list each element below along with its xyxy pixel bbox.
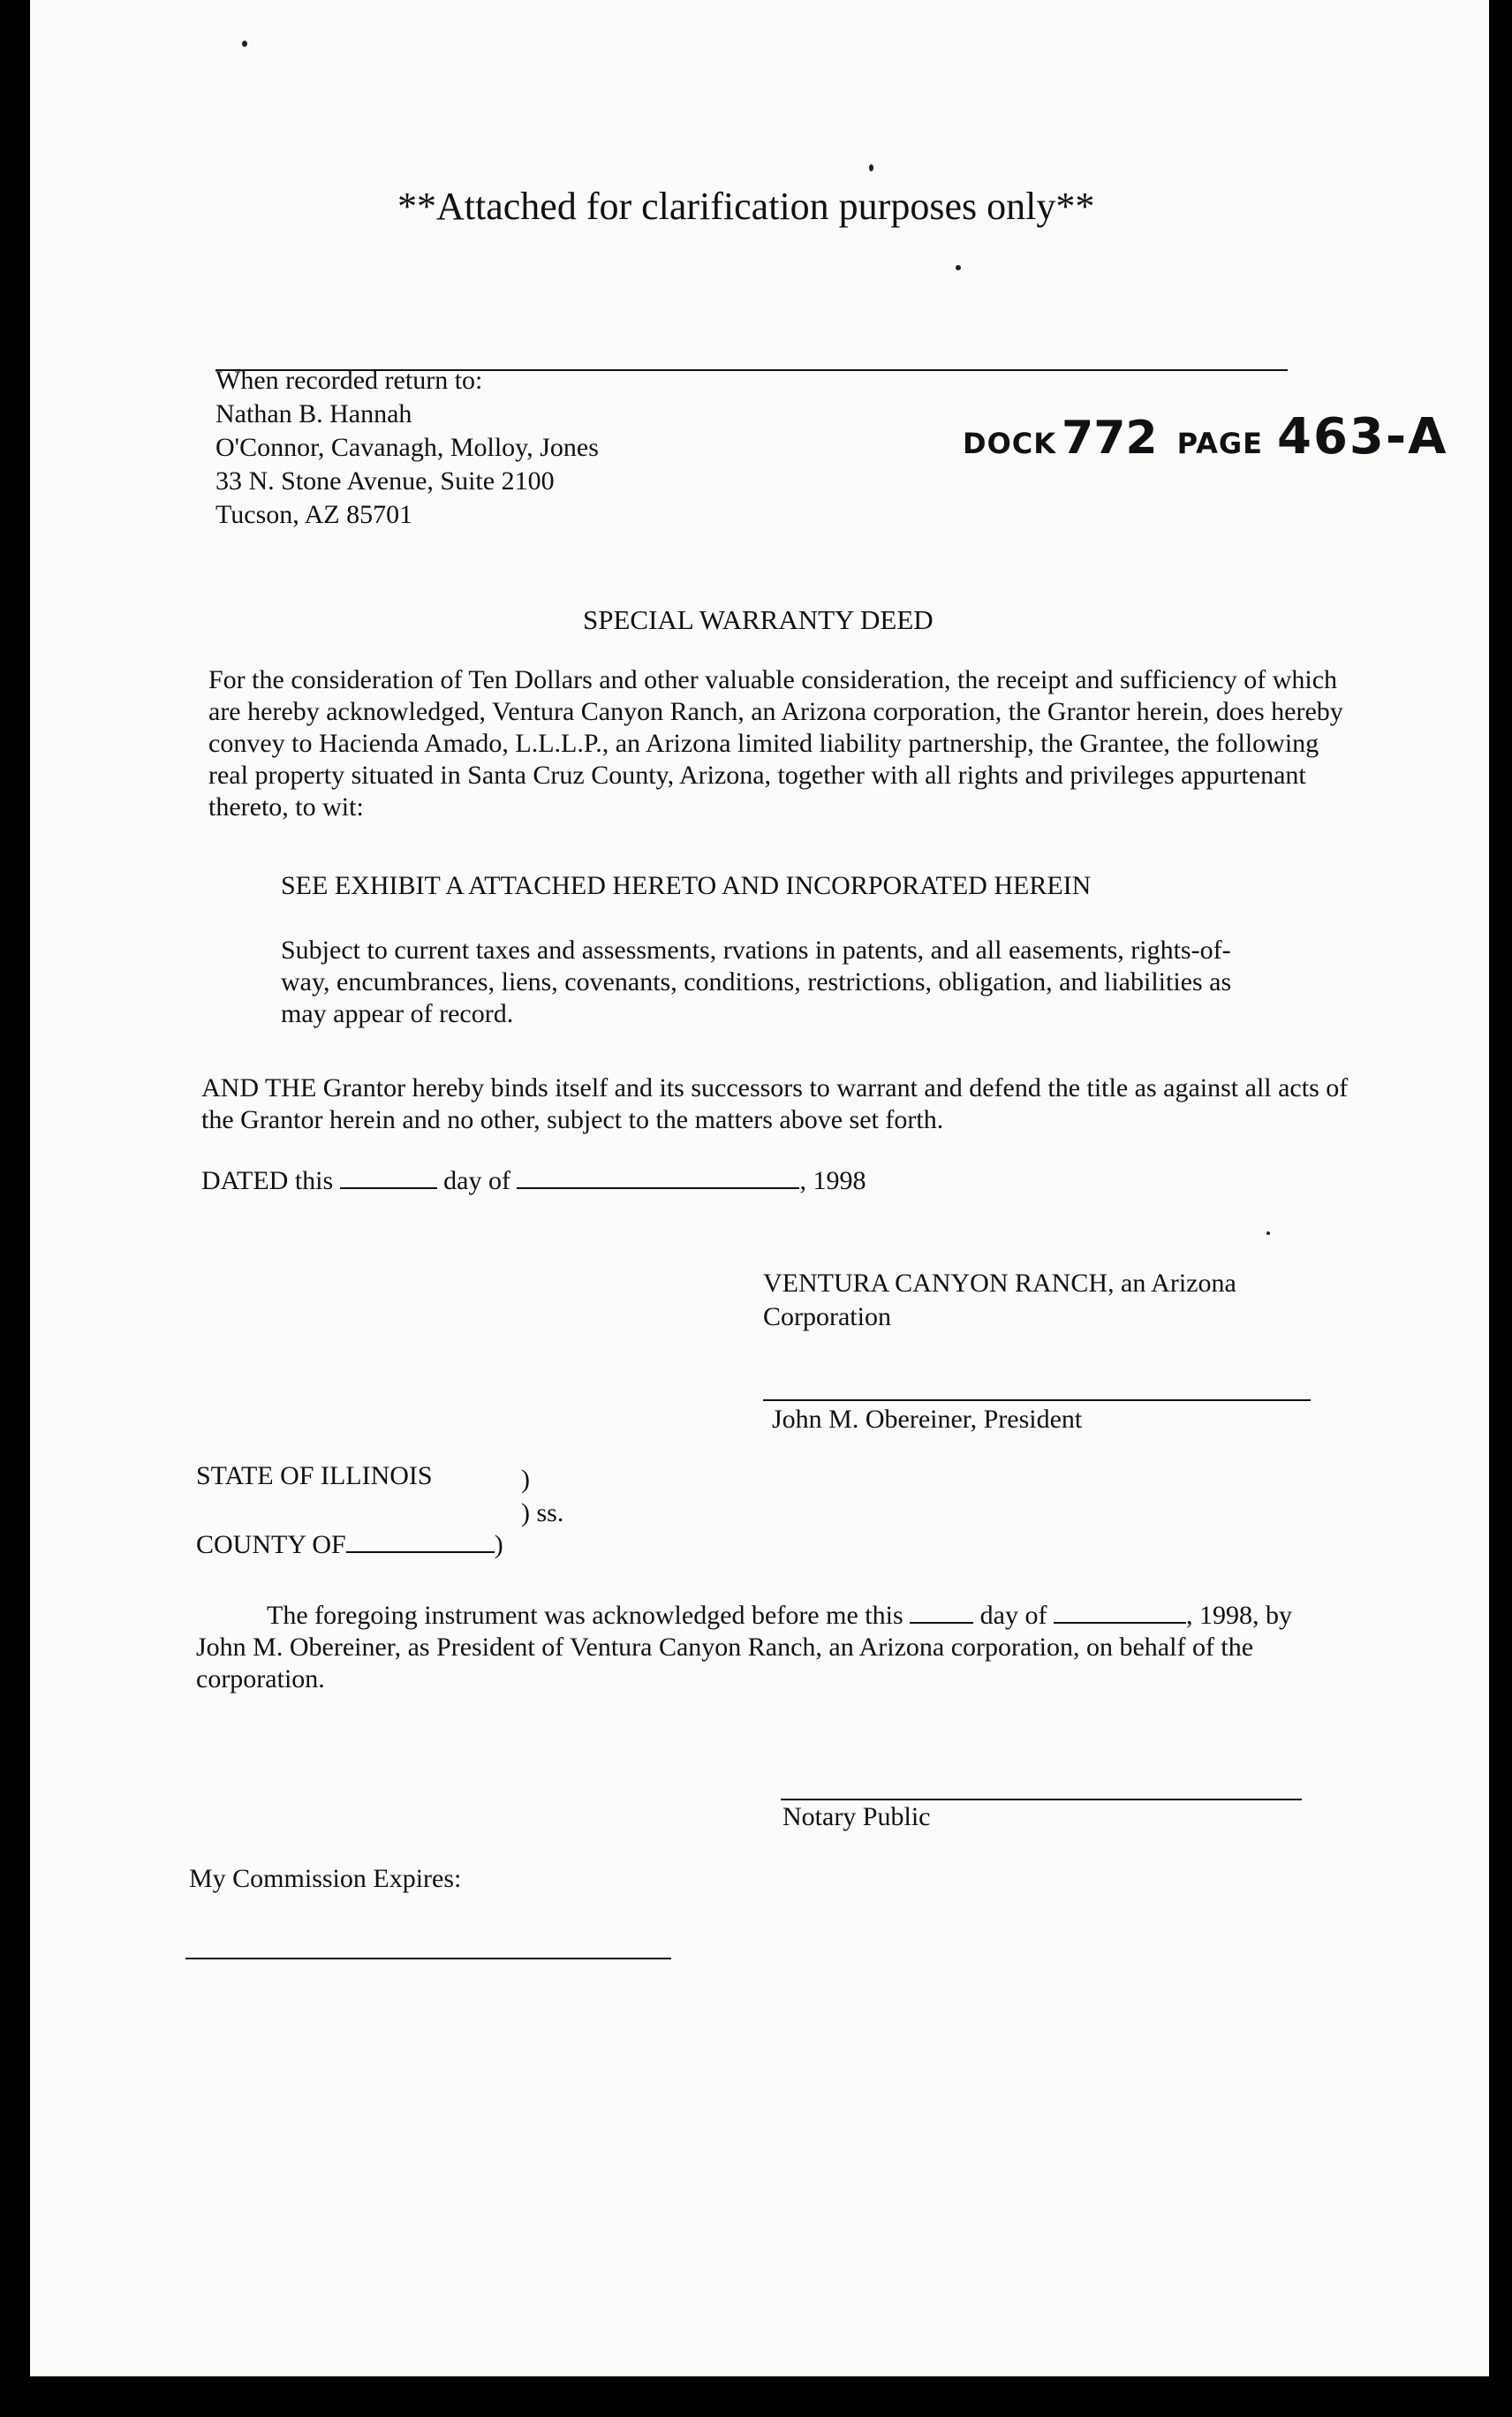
ack-day-blank [910, 1599, 973, 1624]
dock-number: 772 [1062, 412, 1158, 465]
consideration-paragraph: For the consideration of Ten Dollars and other valuable consideration, the receipt and sufficiency of which are hereby acknowledged, Ventura Canyon Ranch, an Arizona corporation, the Grantor herein, does hereby convey to Hacienda Amado, L.L.L.P., an Arizona limited liability partnership, the Grantee, the following real property situated in Santa Cruz County, Arizona, together with all rights and privileges appurtenant thereto, to wit: [208, 665, 1343, 822]
subject-paragraph: Subject to current taxes and assessments, rvations in patents, and all easements, rights-of-way, encumbrances, liens, covenants, conditions, restrictions, obligation, and liabilities as may appear of record. [281, 936, 1232, 1028]
page-label: PAGE [1176, 427, 1263, 460]
page-number: 463-A [1277, 408, 1448, 466]
scan-speck [1266, 1231, 1270, 1235]
grantor-entity [763, 1267, 1236, 1334]
acknowledgment-paragraph [196, 1599, 1344, 1695]
scan-edge-left [0, 0, 30, 2417]
return-to-label: When recorded return to: [215, 366, 483, 395]
venue-paren: ) [521, 1465, 530, 1494]
scan-speck [242, 41, 247, 47]
month-blank [517, 1164, 799, 1189]
dated-suffix: , 1998 [799, 1166, 866, 1195]
grantor-entity-line: VENTURA CANYON RANCH, an Arizona [763, 1269, 1236, 1298]
venue-ss: ) ss. [521, 1498, 564, 1527]
day-blank [340, 1164, 437, 1189]
deed-title: SPECIAL WARRANTY DEED [583, 604, 934, 635]
county-blank [346, 1528, 495, 1553]
ack-month-blank [1054, 1599, 1186, 1624]
acknowledgment-part3: , 1998, by John M. Obereiner, as President of Ventura Canyon Ranch, an Arizona corporation, on behalf of the corporation. [196, 1601, 1292, 1693]
return-to-block [215, 364, 599, 532]
return-to-line: Nathan B. Hannah [215, 399, 412, 428]
acknowledgment-part1: The foregoing instrument was acknowledged before me this [267, 1601, 903, 1630]
dock-label: DOCK [963, 427, 1057, 460]
notary-signature-line [781, 1799, 1302, 1800]
venue-county [196, 1528, 503, 1560]
notary-label: Notary Public [782, 1802, 931, 1831]
commission-line [185, 1958, 671, 1959]
clarification-header: **Attached for clarification purposes only** [397, 185, 1095, 228]
scan-speck [869, 164, 873, 171]
grantor-signature-line [763, 1399, 1311, 1401]
scan-edge-right [1489, 0, 1512, 2417]
grantor-signer: John M. Obereiner, President [772, 1405, 1083, 1434]
return-to-line: Tucson, AZ 85701 [215, 500, 413, 529]
commission-label: My Commission Expires: [189, 1864, 462, 1893]
docket-stamp [963, 408, 1448, 466]
exhibit-line: SEE EXHIBIT A ATTACHED HERETO AND INCORPORATED HEREIN [281, 871, 1092, 900]
return-to-line: O'Connor, Cavanagh, Molloy, Jones [215, 433, 599, 462]
grantor-entity-line: Corporation [763, 1302, 891, 1331]
venue-county-close: ) [494, 1530, 503, 1559]
venue-state: STATE OF ILLINOIS [196, 1461, 433, 1490]
document-page [30, 0, 1489, 2376]
warranty-paragraph: AND THE Grantor hereby binds itself and its successors to warrant and defend the title as against all acts of the Grantor herein and no other, subject to the matters above set forth. [201, 1073, 1349, 1134]
venue-county-label: COUNTY OF [196, 1530, 346, 1559]
return-to-line: 33 N. Stone Avenue, Suite 2100 [215, 466, 555, 496]
scan-speck [956, 265, 961, 270]
dated-line [201, 1164, 866, 1196]
dated-prefix: DATED this [201, 1166, 334, 1195]
scan-edge-bottom [0, 2376, 1512, 2417]
acknowledgment-part2: day of [979, 1601, 1047, 1630]
dated-middle: day of [443, 1166, 510, 1195]
